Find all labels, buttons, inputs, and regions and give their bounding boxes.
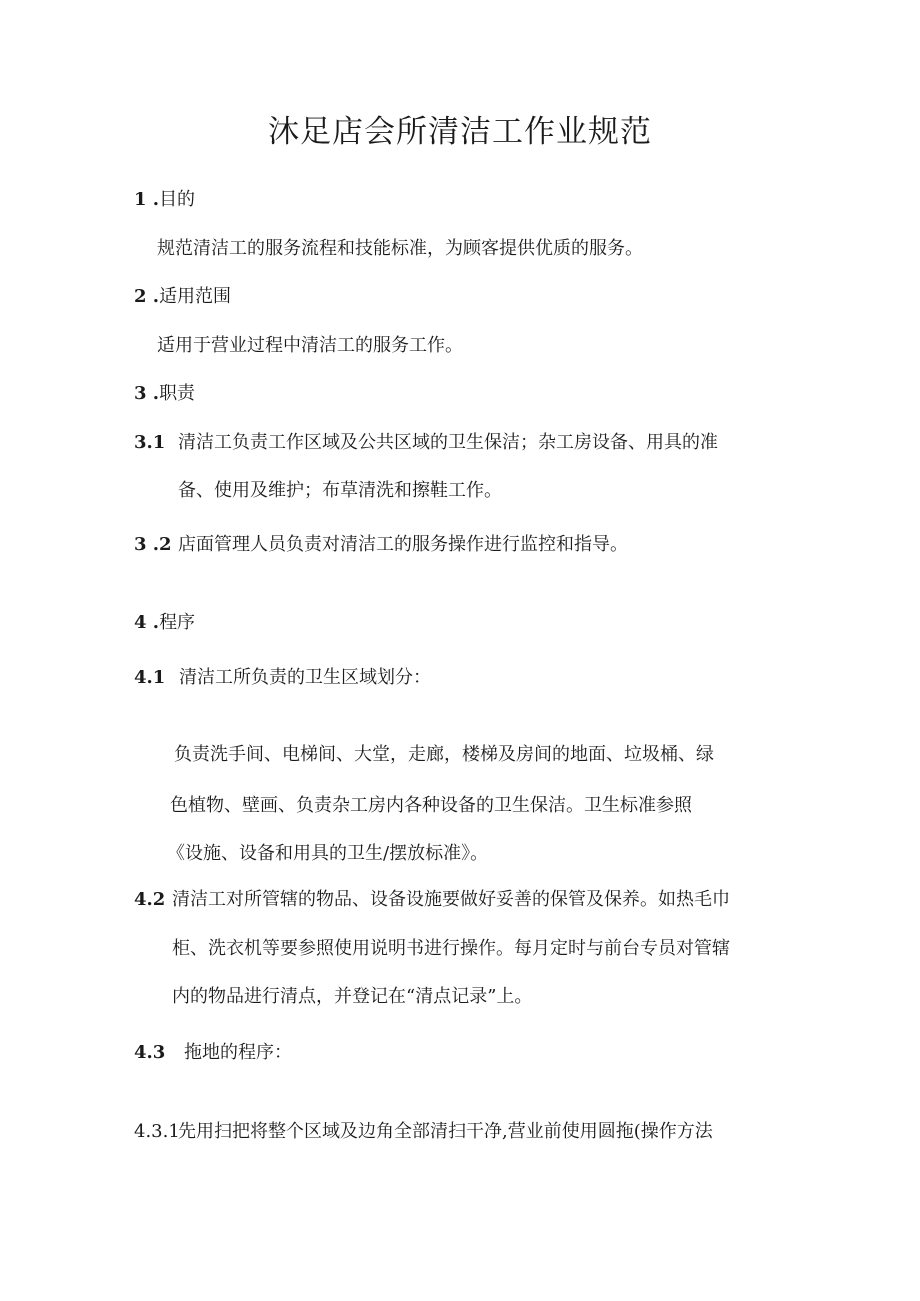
section-text: 店面管理人员负责对清洁工的服务操作进行监控和指导。 [178, 534, 628, 555]
section-number: 3 . [134, 383, 160, 404]
section-2-heading [134, 285, 231, 309]
section-number: 4.1 [134, 667, 166, 688]
section-number: 2 . [134, 286, 160, 307]
section-3-heading [134, 382, 195, 406]
section-number: 4.2 [134, 889, 166, 910]
section-2-text: 适用于营业过程中清洁工的服务工作。 [157, 335, 463, 356]
section-number: 3 .2 [134, 534, 172, 555]
section-4-2-line1 [134, 888, 730, 912]
section-number: 1 . [134, 189, 160, 210]
section-number: 4 . [134, 612, 160, 633]
section-4-3 [134, 1041, 292, 1065]
section-1-heading [134, 188, 195, 212]
section-text: 拖地的程序： [184, 1042, 292, 1063]
section-4-heading [134, 611, 195, 635]
section-text: 清洁工对所管辖的物品、设备设施要做好妥善的保管及保养。如热毛巾 [172, 889, 730, 910]
section-1-text: 规范清洁工的服务流程和技能标准，为顾客提供优质的服务。 [157, 238, 643, 259]
section-title: 职责 [159, 383, 196, 404]
section-4-1-body-line1: 负责洗手间、电梯间、大堂，走廊，楼梯及房间的地面、垃圾桶、绿 [174, 744, 714, 765]
section-number: 3.1 [134, 432, 166, 453]
section-number: 4.3.1 [134, 1121, 180, 1142]
section-text: 清洁工所负责的卫生区域划分： [179, 667, 431, 688]
section-4-2-line3: 内的物品进行清点，并登记在“清点记录”上。 [172, 986, 533, 1007]
section-text: 清洁工负责工作区域及公共区域的卫生保洁；杂工房设备、用具的准 [178, 432, 718, 453]
section-title: 程序 [159, 612, 196, 633]
section-3-1-line1 [134, 431, 718, 455]
section-3-2 [134, 533, 628, 557]
section-number: 4.3 [134, 1042, 166, 1063]
section-4-1-body-line2: 色植物、壁画、负责杂工房内各种设备的卫生保洁。卫生标准参照 [170, 795, 692, 816]
section-title: 适用范围 [159, 286, 232, 307]
document-title: 沐足店会所清洁工作业规范 [268, 114, 652, 150]
section-text: 先用扫把将整个区域及边角全部清扫干净,营业前使用圆拖(操作方法 [178, 1121, 713, 1142]
section-title: 目的 [159, 189, 196, 210]
section-4-1 [134, 666, 431, 690]
section-4-1-body-line3: 《设施、设备和用具的卫生/摆放标准》。 [167, 843, 489, 864]
section-4-3-1 [134, 1120, 713, 1144]
section-3-1-line2: 备、使用及维护；布草清洗和擦鞋工作。 [178, 480, 502, 501]
section-4-2-line2: 柜、洗衣机等要参照使用说明书进行操作。每月定时与前台专员对管辖 [172, 938, 730, 959]
